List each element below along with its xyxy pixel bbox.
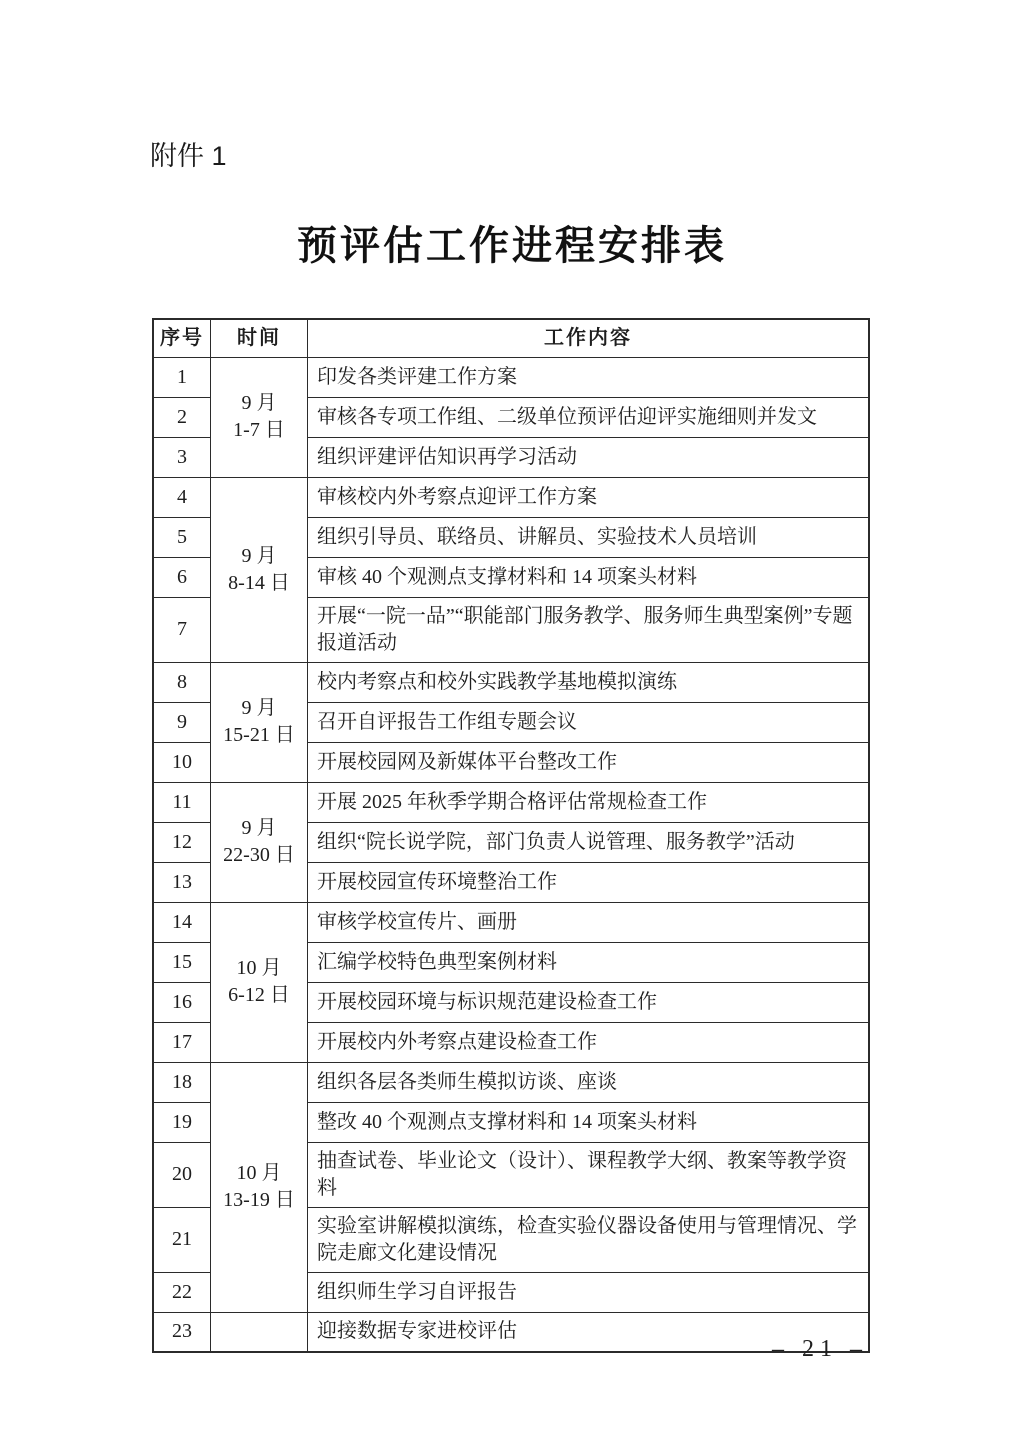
row-number-cell: 23 (153, 1312, 211, 1352)
work-content-cell: 开展 2025 年秋季学期合格评估常规检查工作 (308, 782, 870, 822)
row-number-cell: 10 (153, 742, 211, 782)
row-number-cell: 22 (153, 1272, 211, 1312)
time-month: 9 月 (241, 392, 277, 414)
work-content-cell: 召开自评报告工作组专题会议 (308, 702, 870, 742)
work-content-cell: 组织引导员、联络员、讲解员、实验技术人员培训 (308, 517, 870, 557)
row-number-cell: 4 (153, 477, 211, 517)
time-month: 9 月 (241, 544, 277, 567)
time-period-cell (211, 662, 308, 782)
table-row (153, 357, 869, 397)
work-content-cell: 组织“院长说学院，部门负责人说管理、服务教学”活动 (308, 822, 870, 862)
row-number-cell: 12 (153, 822, 211, 862)
time-days: 13-19 日 (223, 1189, 295, 1211)
table-row (153, 1062, 869, 1102)
work-content-cell: 审核校内外考察点迎评工作方案 (308, 477, 870, 517)
work-content-cell: 印发各类评建工作方案 (308, 357, 870, 397)
table-row (153, 782, 869, 822)
header-cell-number: 序号 (153, 319, 211, 357)
header-cell-content: 工作内容 (308, 319, 870, 357)
row-number-cell: 16 (153, 982, 211, 1022)
time-period-cell (211, 357, 308, 477)
time-days: 15-21 日 (223, 724, 295, 746)
work-content-cell: 开展校园宣传环境整治工作 (308, 862, 870, 902)
work-content-cell: 开展“一院一品”“职能部门服务教学、服务师生典型案例”专题报道活动 (308, 597, 870, 662)
row-number-cell: 8 (153, 662, 211, 702)
work-content-cell: 审核学校宣传片、画册 (308, 902, 870, 942)
work-content-cell: 开展校内外考察点建设检查工作 (308, 1022, 870, 1062)
row-number-cell: 5 (153, 517, 211, 557)
work-content-cell: 审核 40 个观测点支撑材料和 14 项案头材料 (308, 557, 870, 597)
time-month: 10 月 (236, 957, 282, 979)
work-content-cell: 开展校园环境与标识规范建设检查工作 (308, 982, 870, 1022)
work-content-cell: 实验室讲解模拟演练，检查实验仪器设备使用与管理情况、学院走廊文化建设情况 (308, 1207, 870, 1272)
row-number-cell: 18 (153, 1062, 211, 1102)
work-content-cell: 组织评建评估知识再学习活动 (308, 437, 870, 477)
time-period-cell (211, 1062, 308, 1312)
row-number-cell: 13 (153, 862, 211, 902)
time-month: 9 月 (241, 697, 277, 719)
time-period-cell (211, 902, 308, 1062)
table-row (153, 477, 869, 517)
row-number-cell: 3 (153, 437, 211, 477)
row-number-cell: 11 (153, 782, 211, 822)
attachment-label: 附件 1 (150, 141, 227, 171)
row-number-cell: 9 (153, 702, 211, 742)
table-row (153, 662, 869, 702)
page-title: 预评估工作进程安排表 (297, 224, 727, 268)
work-content-cell: 审核各专项工作组、二级单位预评估迎评实施细则并发文 (308, 397, 870, 437)
header-cell-time: 时间 (211, 319, 308, 357)
page-number: – 21 – (772, 1336, 868, 1362)
row-number-cell: 21 (153, 1207, 211, 1272)
work-content-cell: 组织师生学习自评报告 (308, 1272, 870, 1312)
row-number-cell: 19 (153, 1102, 211, 1142)
work-content-cell: 抽查试卷、毕业论文（设计）、课程教学大纲、教案等教学资料 (308, 1142, 870, 1207)
work-content-cell: 校内考察点和校外实践教学基地模拟演练 (308, 662, 870, 702)
work-content-cell: 迎接数据专家进校评估 (308, 1312, 870, 1352)
schedule-table (152, 318, 870, 1353)
row-number-cell: 14 (153, 902, 211, 942)
row-number-cell: 6 (153, 557, 211, 597)
work-content-cell: 汇编学校特色典型案例材料 (308, 942, 870, 982)
time-days: 8-14 日 (228, 571, 290, 594)
work-content-cell: 开展校园网及新媒体平台整改工作 (308, 742, 870, 782)
time-days: 6-12 日 (228, 984, 290, 1006)
table-header-row (153, 319, 869, 357)
time-period-cell (211, 782, 308, 902)
row-number-cell: 17 (153, 1022, 211, 1062)
time-month: 9 月 (241, 817, 277, 839)
work-content-cell: 组织各层各类师生模拟访谈、座谈 (308, 1062, 870, 1102)
time-month: 10 月 (236, 1162, 282, 1184)
row-number-cell: 20 (153, 1142, 211, 1207)
row-number-cell: 2 (153, 397, 211, 437)
row-number-cell: 1 (153, 357, 211, 397)
work-content-cell: 整改 40 个观测点支撑材料和 14 项案头材料 (308, 1102, 870, 1142)
table-row (153, 902, 869, 942)
time-period-cell (211, 477, 308, 662)
time-days: 1-7 日 (233, 419, 285, 441)
row-number-cell: 7 (153, 597, 211, 662)
time-days: 22-30 日 (223, 844, 295, 866)
row-number-cell: 15 (153, 942, 211, 982)
